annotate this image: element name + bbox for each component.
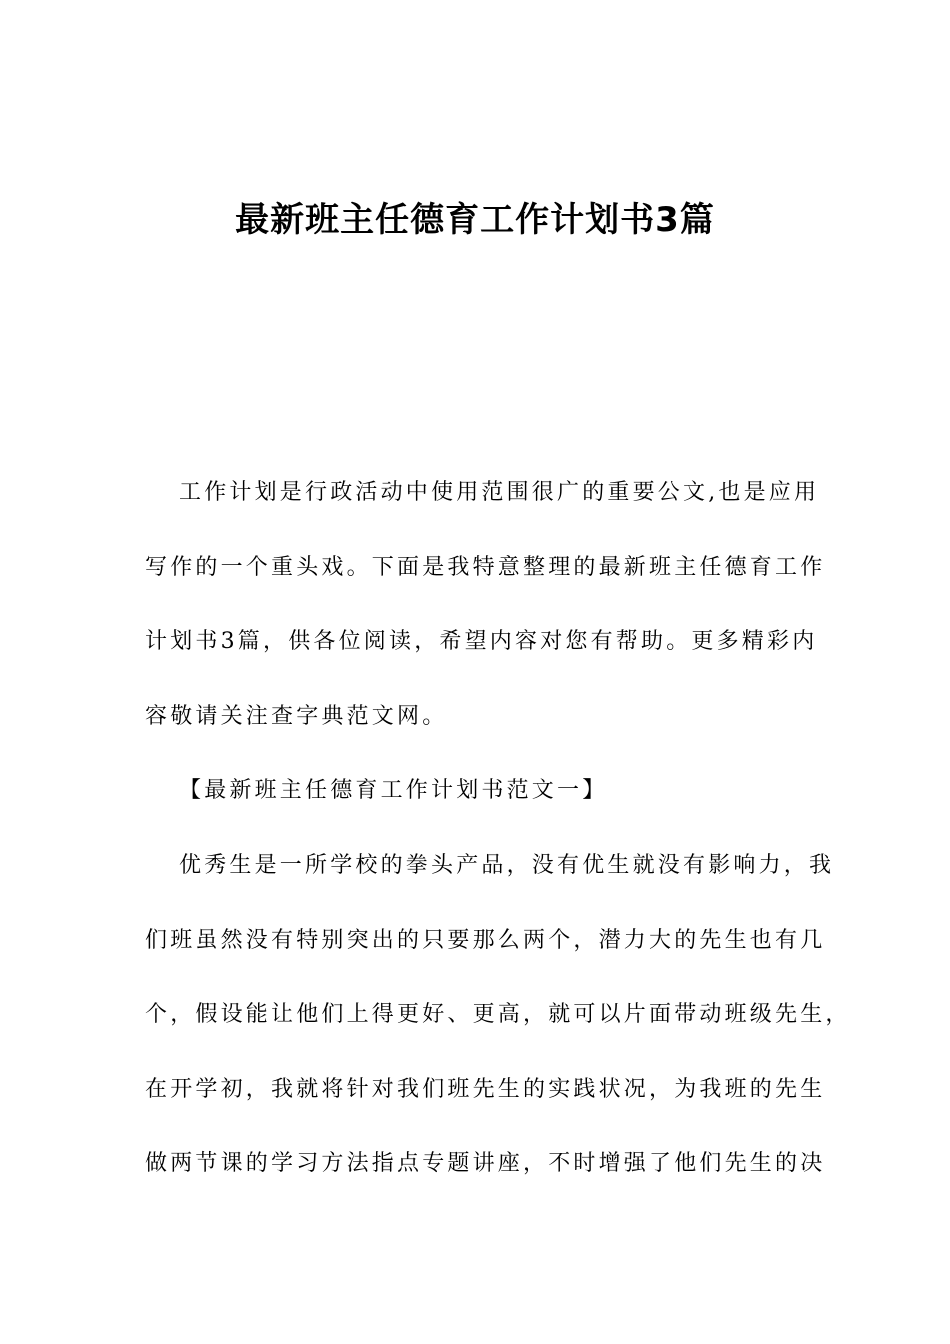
section-heading: 【最新班主任德育工作计划书范文一】 — [179, 778, 608, 804]
paragraph-line: 工作计划是行政活动中使用范围很广的重要公文,也是应用 — [179, 480, 820, 505]
paragraph-line: 写作的一个重头戏。下面是我特意整理的最新班主任德育工作 — [145, 554, 826, 580]
paragraph-line: 们班虽然没有特别突出的只要那么两个，潜力大的先生也有几 — [145, 927, 826, 953]
paragraph-line: 计划书3篇，供各位阅读，希望内容对您有帮助。更多精彩内 — [145, 629, 818, 655]
paragraph-line: 个，假设能让他们上得更好、更高，就可以片面带动班级先生， — [145, 1002, 851, 1028]
document-body — [145, 456, 851, 1202]
paragraph-line: 做两节课的学习方法指点专题讲座，不时增强了他们先生的决 — [145, 1151, 826, 1177]
paragraph-line: 在开学初，我就将针对我们班先生的实践状况，为我班的先生 — [145, 1076, 826, 1102]
document-title: 最新班主任德育工作计划书3篇 — [235, 200, 715, 240]
paragraph-line: 优秀生是一所学校的拳头产品，没有优生就没有影响力，我 — [179, 852, 835, 878]
paragraph-line: 容敬请关注查字典范文网。 — [145, 703, 448, 729]
